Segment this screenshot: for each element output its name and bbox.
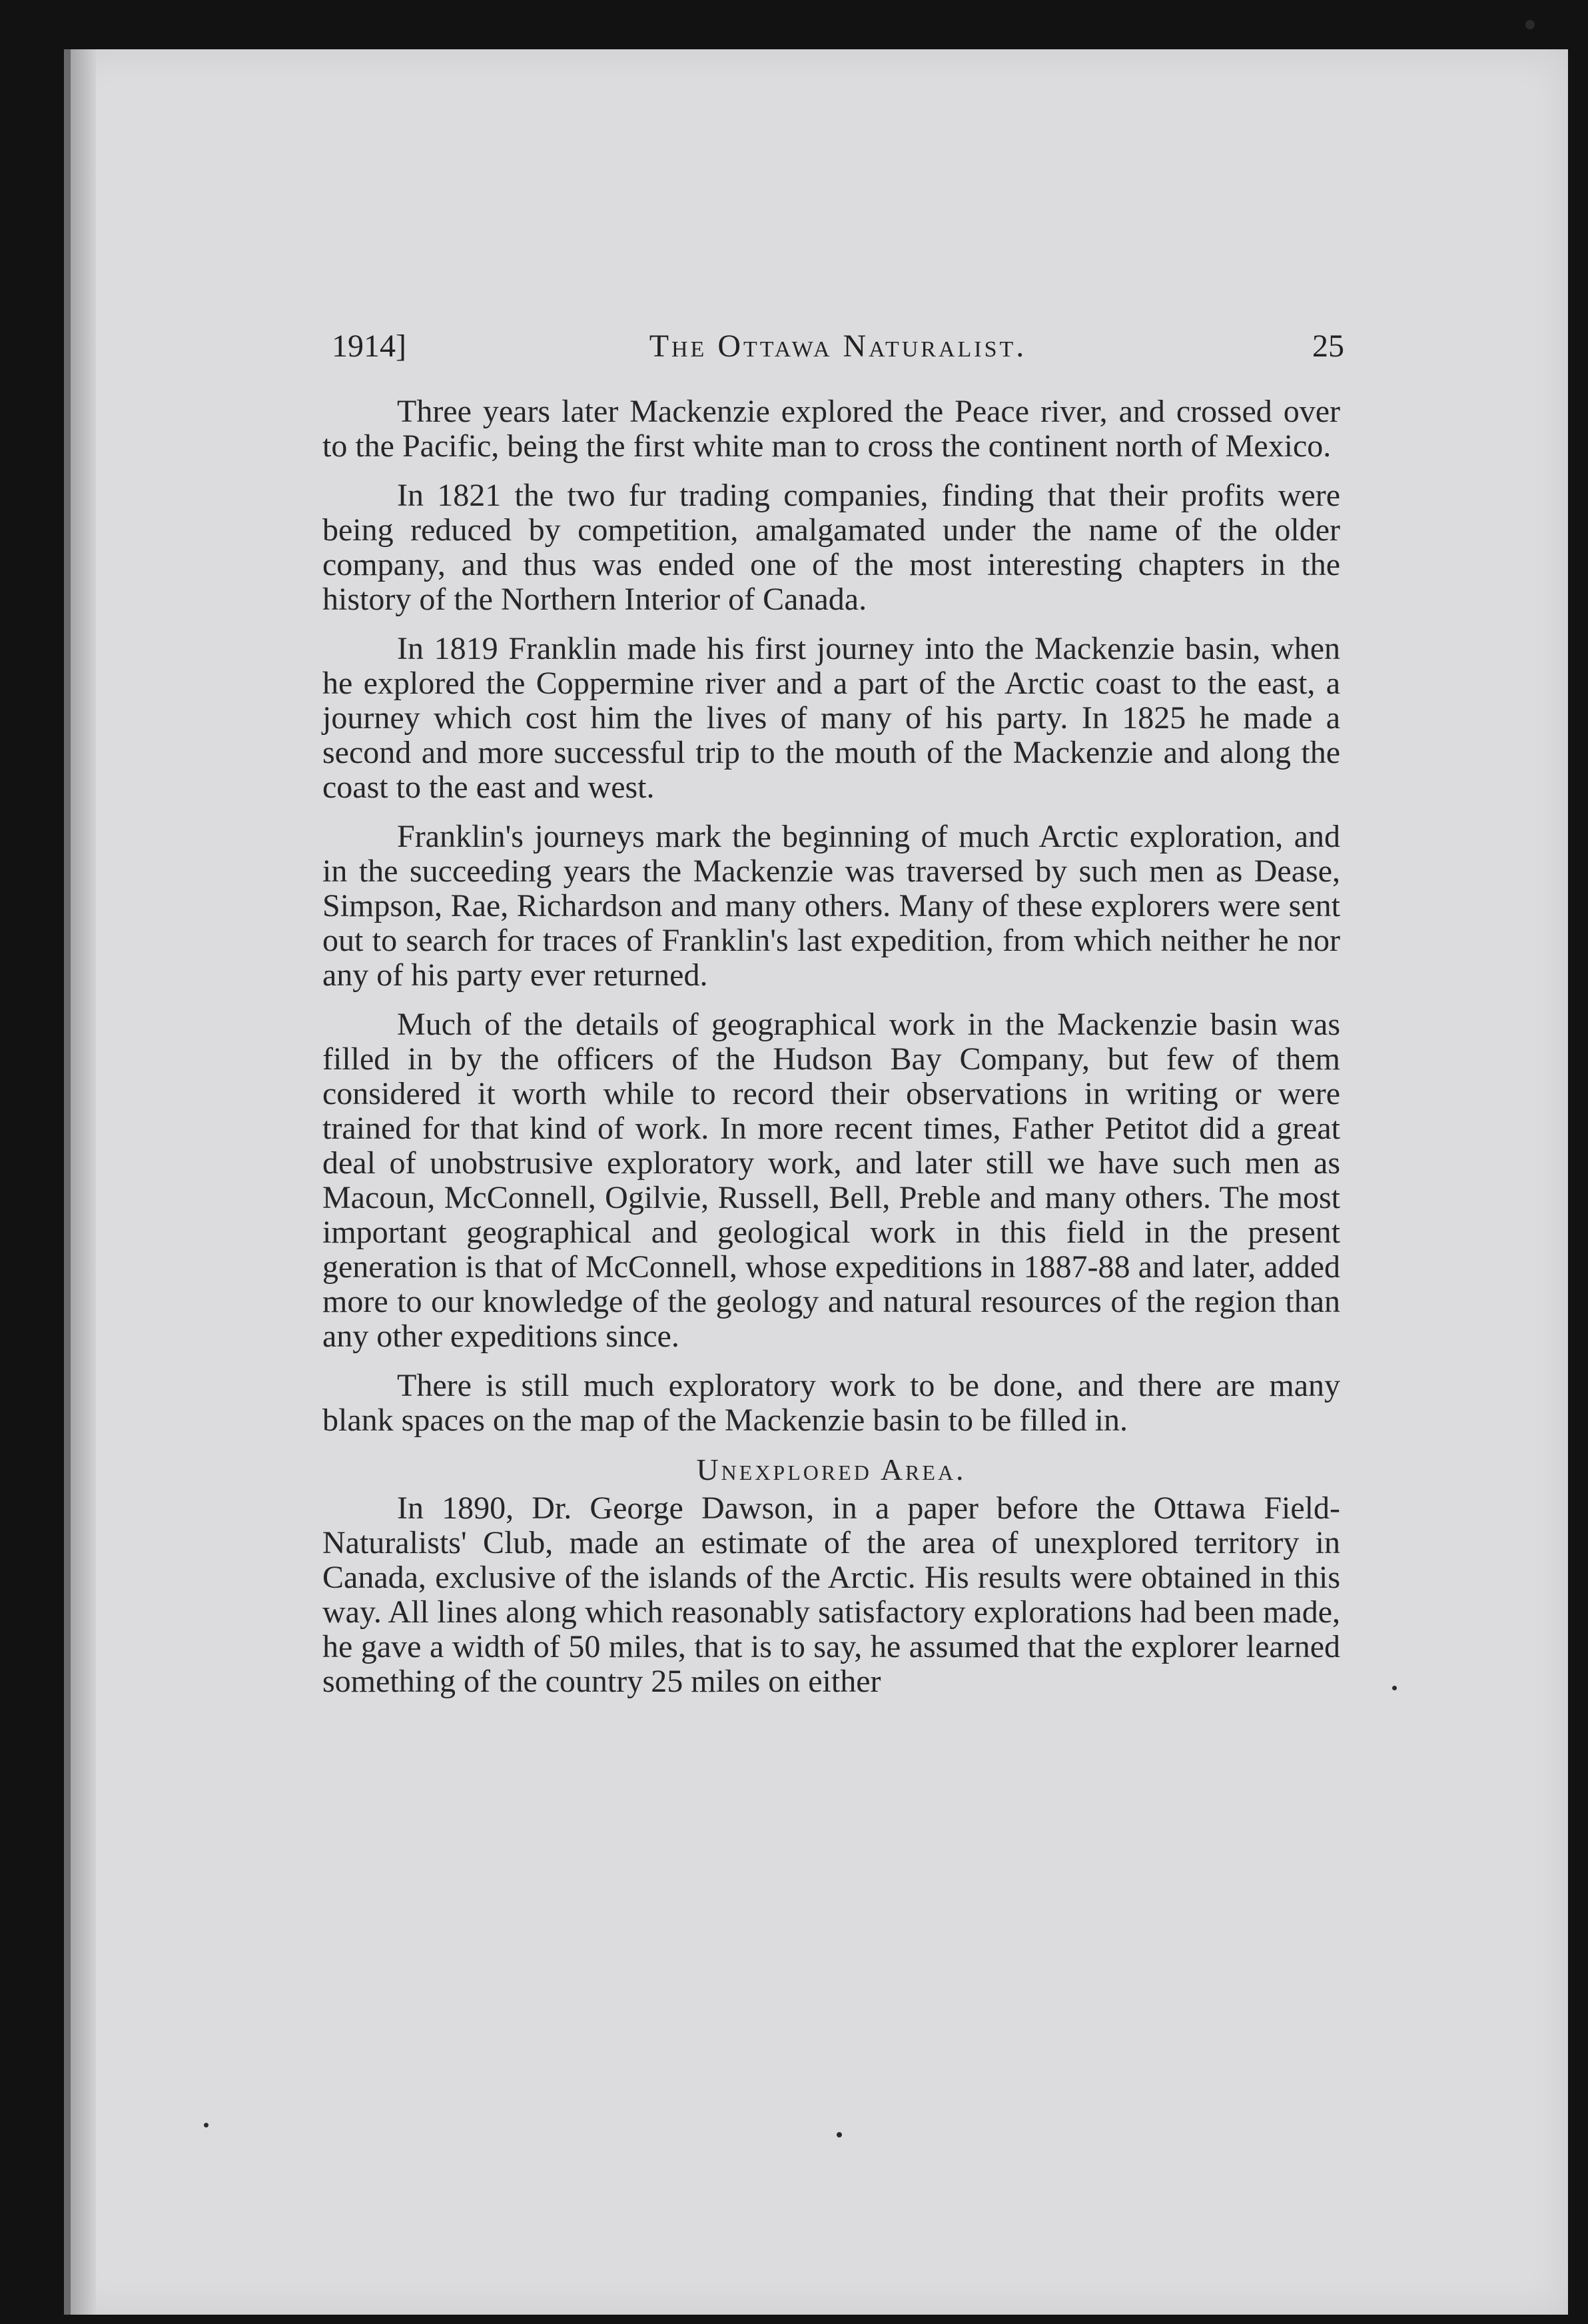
paragraph-franklin-journeys: In 1819 Franklin made his first journey into the Mackenzie basin, when he explored the Coppermine river and a part of the Arctic coast to the east, a journey which cost him the lives of many of his party. In 1825 he made a second and more successful trip to the mouth of the Mackenzie and along the coast to the east and west. [322, 631, 1340, 805]
scan-speck [1525, 20, 1535, 29]
paragraph-arctic-exploration: Franklin's journeys mark the beginning of much Arctic exploration, and in the succeeding years the Mackenzie was traversed by such men as Dease, Simpson, Rae, Richardson and many others. Many of these explorers were sent out to search for traces of Franklin's last expedition, from which neither he nor any of his party ever returned. [322, 819, 1340, 993]
scan-speck [837, 2132, 842, 2137]
scan-speck [1392, 1686, 1397, 1690]
scan-speck [204, 2123, 208, 2127]
paragraph-geographical-work: Much of the details of geographical work in the Mackenzie basin was filled in by the officers of the Hudson Bay Company, but few of them considered it worth while to record their observations in writing or were trained for that kind of work. In more recent times, Father Petitot did a great deal of unobstrusive exploratory work, and later still we have such men as Macoun, McConnell, Ogilvie, Russell, Bell, Preble and many others. The most important geographical and geological work in this field in the present generation is that of McConnell, whose expeditions in 1887-88 and later, added more to our knowledge of the geology and natural resources of the region than any other expeditions since. [322, 1007, 1340, 1354]
paragraph-dawson-estimate: In 1890, Dr. George Dawson, in a paper before the Ottawa Field-Naturalists' Club, made an estimate of the area of unexplored territory in Canada, exclusive of the islands of the Arctic. His results were obtained in this way. All lines along which reasonably satisfactory explorations had been made, he gave a width of 50 miles, that is to say, he assumed that the explorer learned something of the country 25 miles on either [322, 1490, 1340, 1699]
paragraph-mackenzie-pacific: Three years later Mackenzie explored the Peace river, and crossed over to the Pacific, being the first white man to cross the continent north of Mexico. [322, 394, 1340, 464]
page-number: 25 [1312, 328, 1344, 364]
article-body [322, 394, 1340, 1714]
header-year: 1914] [332, 328, 406, 364]
section-heading: Unexplored Area. [696, 1452, 967, 1486]
paragraph-exploratory-work: There is still much exploratory work to be done, and there are many blank spaces on the map of the Mackenzie basin to be filled in. [322, 1368, 1340, 1438]
paragraph-fur-companies: In 1821 the two fur trading companies, finding that their profits were being reduced by competition, amalgamated under the name of the older company, and thus was ended one of the most interesting chapters in the history of the Northern Interior of Canada. [322, 478, 1340, 617]
running-header [332, 328, 1344, 374]
journal-title: The Ottawa Naturalist. [649, 328, 1027, 364]
binding-edge [64, 49, 71, 2315]
